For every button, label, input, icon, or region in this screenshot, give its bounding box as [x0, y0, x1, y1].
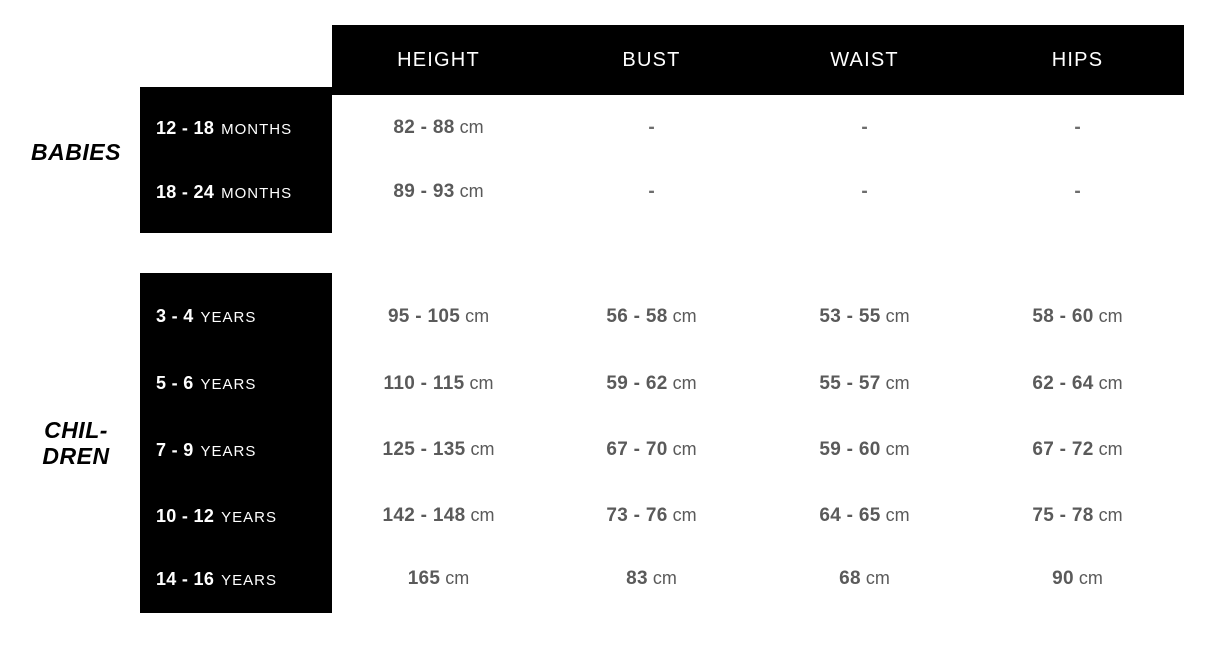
height-cell [332, 373, 545, 395]
size-cell [140, 373, 332, 394]
waist-value: 55 - 57 [819, 372, 881, 394]
hips-cell [971, 117, 1184, 139]
hips-unit: cm [1098, 305, 1123, 326]
waist-cell [758, 439, 971, 461]
hips-unit: cm [1098, 505, 1123, 525]
height-cell [332, 505, 545, 527]
group-label-children-line1: CHIL- [44, 417, 108, 443]
waist-cell [758, 117, 971, 139]
size-range: 12 - 18 [156, 117, 215, 138]
bust-value: - [648, 181, 655, 202]
size-unit: YEARS [200, 442, 257, 460]
hips-unit: cm [1098, 439, 1123, 459]
waist-cell [758, 181, 971, 203]
hips-value: 67 - 72 [1032, 439, 1094, 460]
height-value: 165 [407, 568, 441, 589]
size-cell [140, 440, 332, 461]
height-unit: cm [469, 372, 494, 393]
bust-value: 59 - 62 [606, 372, 668, 394]
waist-value: - [861, 181, 868, 202]
height-cell [332, 439, 545, 461]
bust-cell [545, 439, 758, 461]
hips-value: - [1074, 181, 1081, 202]
bust-value: 67 - 70 [606, 439, 668, 460]
height-unit: cm [470, 439, 495, 459]
table-row [140, 160, 1184, 224]
height-value: 82 - 88 [393, 117, 455, 138]
size-range: 14 - 16 [156, 568, 215, 589]
bust-cell [545, 568, 758, 590]
hips-cell [971, 373, 1184, 395]
waist-value: 68 [839, 568, 861, 589]
hips-value: 75 - 78 [1032, 505, 1094, 526]
bust-value: 56 - 58 [606, 305, 668, 327]
hips-value: 90 [1052, 568, 1074, 589]
size-range: 18 - 24 [156, 181, 215, 202]
waist-value: - [861, 117, 868, 138]
size-cell [140, 118, 332, 139]
size-unit: YEARS [200, 309, 257, 326]
hips-value: 58 - 60 [1032, 305, 1094, 327]
size-unit: YEARS [200, 376, 257, 393]
waist-unit: cm [885, 439, 910, 459]
hips-cell [971, 439, 1184, 461]
waist-value: 64 - 65 [819, 505, 881, 526]
hips-unit: cm [1098, 372, 1123, 393]
bust-value: 73 - 76 [606, 505, 668, 526]
group-label-babies: BABIES [31, 139, 121, 165]
waist-unit: cm [885, 372, 910, 393]
hips-cell [971, 306, 1184, 328]
height-cell [332, 568, 545, 590]
column-header-waist: WAIST [830, 48, 899, 71]
height-unit: cm [445, 568, 470, 588]
size-range: 5 - 6 [156, 373, 194, 393]
size-cell [140, 569, 332, 590]
size-unit: MONTHS [221, 184, 293, 202]
column-header-height: HEIGHT [397, 48, 480, 71]
waist-cell [758, 373, 971, 395]
size-unit: YEARS [221, 508, 277, 526]
height-cell [332, 117, 545, 139]
bust-cell [545, 117, 758, 139]
waist-cell [758, 505, 971, 527]
hips-cell [971, 181, 1184, 203]
height-unit: cm [459, 181, 484, 201]
height-unit: cm [459, 117, 484, 137]
bust-value: - [648, 117, 655, 138]
hips-unit: cm [1078, 568, 1103, 588]
table-row [140, 350, 1184, 417]
size-cell [140, 182, 332, 203]
hips-value: 62 - 64 [1032, 372, 1094, 394]
height-value: 89 - 93 [393, 181, 455, 202]
waist-unit: cm [885, 305, 910, 326]
bust-unit: cm [672, 439, 697, 459]
height-value: 95 - 105 [387, 305, 461, 327]
table-row [140, 483, 1184, 549]
column-header-hips: HIPS [1051, 48, 1104, 71]
group-label-children-line2: DREN [42, 442, 110, 469]
hips-value: - [1074, 117, 1081, 138]
table-row [140, 417, 1184, 483]
size-range: 10 - 12 [156, 505, 215, 526]
height-value: 142 - 148 [382, 505, 466, 526]
bust-unit: cm [672, 305, 697, 326]
height-value: 125 - 135 [382, 439, 466, 460]
waist-unit: cm [865, 568, 890, 588]
hips-cell [971, 505, 1184, 527]
waist-value: 53 - 55 [819, 305, 881, 327]
size-unit: MONTHS [221, 120, 293, 138]
table-header-row [332, 25, 1184, 95]
height-cell [332, 306, 545, 328]
table-row [140, 96, 1184, 160]
waist-unit: cm [885, 505, 910, 525]
table-row [140, 283, 1184, 350]
bust-value: 83 [626, 568, 648, 589]
size-cell [140, 506, 332, 527]
table-row [140, 549, 1184, 609]
height-unit: cm [465, 305, 490, 326]
bust-cell [545, 306, 758, 328]
waist-cell [758, 306, 971, 328]
bust-unit: cm [672, 372, 697, 393]
bust-cell [545, 373, 758, 395]
bust-unit: cm [652, 568, 677, 588]
bust-cell [545, 181, 758, 203]
size-unit: YEARS [221, 571, 277, 589]
size-cell [140, 306, 332, 327]
size-range: 7 - 9 [156, 439, 194, 460]
bust-cell [545, 505, 758, 527]
column-header-bust: BUST [622, 48, 681, 71]
height-unit: cm [470, 505, 495, 525]
height-value: 110 - 115 [383, 372, 465, 394]
waist-cell [758, 568, 971, 590]
size-range: 3 - 4 [156, 306, 194, 326]
hips-cell [971, 568, 1184, 590]
height-cell [332, 181, 545, 203]
waist-value: 59 - 60 [819, 439, 881, 460]
group-label-children [12, 418, 140, 470]
bust-unit: cm [672, 505, 697, 525]
